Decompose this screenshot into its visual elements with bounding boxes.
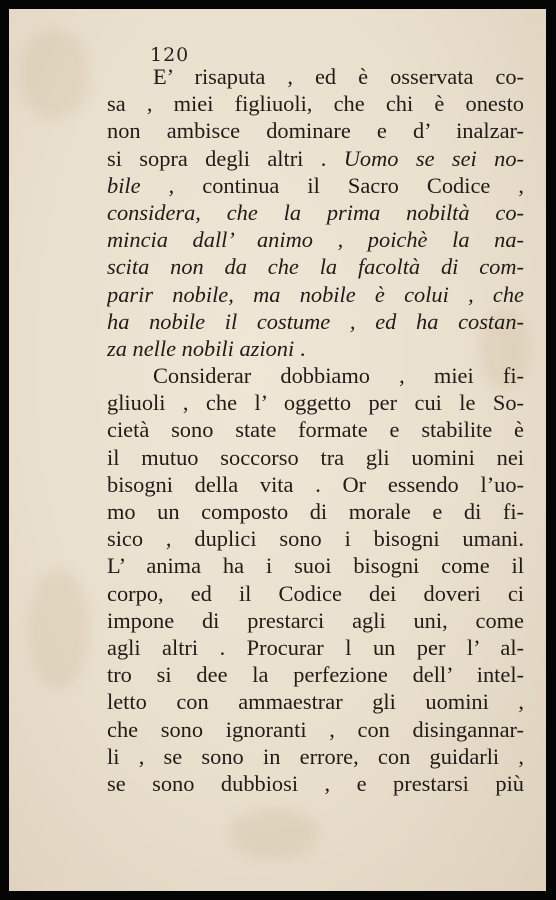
text-line [107, 226, 524, 253]
text-line [107, 199, 524, 226]
text-segment: bisogni della vita . Or essendo l’uo- [107, 471, 524, 497]
text-segment: Considerar dobbiamo , miei fi- [153, 363, 524, 389]
text-segment: che sono ignoranti , con disingannar- [107, 716, 524, 742]
text-line [107, 580, 524, 607]
text-segment: cietà sono state formate e stabilite è [107, 417, 524, 443]
text-line [107, 607, 524, 634]
text-segment: considera, che la prima nobiltà co- [107, 199, 524, 225]
text-line [107, 172, 524, 199]
text-line [107, 281, 524, 308]
text-segment: mo un composto di morale e di fi- [107, 499, 524, 524]
body-text [107, 63, 524, 797]
text-segment: il mutuo soccorso tra gli uomini nei [107, 444, 524, 470]
text-line [107, 90, 524, 117]
text-segment: ha nobile il costume , ed ha costan- [107, 308, 524, 334]
text-line [107, 552, 524, 579]
text-line [107, 716, 524, 743]
text-line [107, 444, 524, 471]
text-segment: corpo, ed il Codice dei doveri ci [107, 580, 524, 606]
text-segment: za nelle nobili azioni [107, 335, 295, 361]
text-segment: sa , miei figliuoli, che chi è onesto [107, 91, 524, 117]
text-segment: mincia dall’ animo , poichè la na- [107, 227, 524, 253]
page-number: 120 [150, 44, 190, 66]
text-segment: se sono dubbiosi , e prestarsi più [107, 770, 524, 796]
text-line [107, 145, 524, 172]
text-line [107, 253, 524, 280]
text-line [107, 362, 524, 389]
text-segment: li , se sono in errore, con guidarli , [107, 743, 524, 769]
text-segment: si sopra degli altri . [107, 145, 344, 171]
text-segment: sico , duplici sono i bisogni umani. [107, 526, 524, 552]
text-line [107, 335, 524, 362]
text-segment: Uomo se sei no- [343, 145, 524, 171]
text-line [107, 743, 524, 770]
text-segment: L’ anima ha i suoi bisogni come il [107, 553, 524, 579]
text-line [107, 117, 524, 144]
text-segment: . [294, 335, 306, 361]
text-segment: scita non da che la facoltà di com- [107, 254, 524, 280]
text-segment: gliuoli , che l’ oggetto per cui le So- [107, 390, 524, 416]
text-segment: E’ risaputa , ed è osservata co- [153, 64, 524, 89]
paper-stain [19, 29, 89, 119]
paper-stain [229, 809, 319, 859]
text-segment: tro si dee la perfezione dell’ intel- [107, 662, 524, 688]
text-segment: non ambisce dominare e d’ inalzar- [107, 118, 524, 144]
text-segment: agli altri . Procurar l un per l’ al- [107, 634, 524, 660]
text-line [107, 634, 524, 661]
text-segment: , continua il Sacro Codice , [140, 172, 524, 198]
text-line [107, 661, 524, 688]
text-line [107, 63, 524, 90]
text-line [107, 525, 524, 552]
text-line [107, 308, 524, 335]
text-line [107, 688, 524, 715]
text-segment: bile [107, 172, 141, 198]
book-page [9, 9, 546, 891]
text-segment: letto con ammaestrar gli uomini , [107, 689, 524, 715]
text-segment: impone di prestarci agli uni, come [107, 607, 524, 633]
text-line [107, 770, 524, 797]
text-line [107, 416, 524, 443]
text-line [107, 389, 524, 416]
text-line [107, 471, 524, 498]
text-segment: parir nobile, ma nobile è colui , che [107, 281, 524, 307]
text-line [107, 498, 524, 525]
paper-stain [29, 569, 89, 689]
